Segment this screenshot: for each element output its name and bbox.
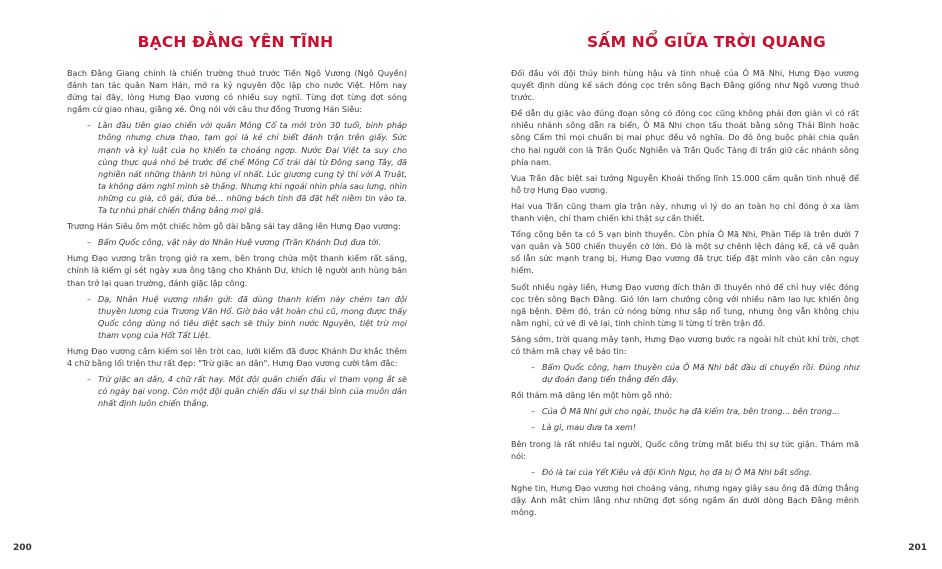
paragraph: Để dẫn dụ giặc vào đúng đoạn sông có đóng cọc cũng không phải đơn giản vì có rất nhiều nhánh sông dẫn ra biển, Ô Mã Nhi chọn tẩu thoát bằng sông Thái Bình hoặc sông Cấm thì mọi chuẩn bị mai phục đều vô nghĩa. Do đó ông buộc phải chia quân cho hai người con là Trần Quốc Nghiễn và Trần Quốc Tảng đi trấn giữ các nhánh sông phía nam. <box>511 109 859 167</box>
dialogue-text: Bẩm Quốc công, vật này do Nhân Huệ vương (Trần Khánh Dư) đưa tới. <box>98 238 382 248</box>
page-number: 201 <box>908 543 927 553</box>
paragraph: Bạch Đằng Giang chính là chiến trường thuở trước Tiền Ngô Vương (Ngô Quyền) đánh tan tác quân Nam Hán, mở ra kỷ nguyên độc lập cho nước Việt. Hôm nay đứng tại đây, lòng Hưng Đạo vương có nhiều suy nghĩ. Từng đợt từng đợt sóng ngầm cứ giao nhau, giằng xé. Ông nói với câu thư đồng Trương Hán Siêu: <box>67 69 407 115</box>
page-number: 200 <box>13 543 32 553</box>
paragraph: Sáng sớm, trời quang mây tạnh, Hưng Đạo vương bước ra ngoài hít chút khí trời, chợt có thám mã chạy về báo tin: <box>511 334 859 356</box>
chapter-title: SẤM NỔ GIỮA TRỜI QUANG <box>587 33 826 51</box>
dash-marker: – <box>531 467 536 477</box>
paragraph: Tổng cộng bên ta có 5 vạn binh thuyền. Còn phía Ô Mã Nhi, Phàn Tiếp là trên dưới 7 vạn quân và 500 chiến thuyền cỡ lớn. Đó là một sự chênh lệch đáng kể, cả về quân số lẫn sức mạnh trang bị, Hưng Đạo vương đã trực tiếp đặt mình vào cán cân nguy hiểm. <box>511 230 859 276</box>
paragraph: Suốt nhiều ngày liền, Hưng Đạo vương đích thân đi thuyền nhỏ để chỉ huy việc đóng cọc trên sông Bạch Đằng. Gió lớn lam chướng cộng với nhiều năm lao lực khiến ông ngã bệnh. Đêm đó, trán cứ nóng bừng như sắp nổ tung, nhưng ông vẫn không chịu nằm nghỉ, cứ vẽ đi vẽ lại, tinh chỉnh từng li từng tí trên trận đồ. <box>511 282 859 328</box>
dash-marker: – <box>87 238 92 248</box>
dash-marker: – <box>87 294 92 304</box>
dialogue-text: Bẩm Quốc công, hạm thuyền của Ô Mã Nhi bắt đầu di chuyển rồi. Đúng như dự đoán đang tiến thẳng đến đây. <box>542 363 859 385</box>
dialogue-line <box>511 362 859 386</box>
dialogue-line <box>67 374 407 410</box>
dialogue-line <box>67 294 407 342</box>
dialogue-text: Của Ô Mã Nhi gửi cho ngài, thuộc hạ đã kiểm tra, bên trong... bên trong... <box>542 407 840 417</box>
dash-marker: – <box>87 121 92 131</box>
paragraph: Bên trong là rất nhiều tai người, Quốc công trừng mắt biểu thị sự tức giận. Thám mã nói: <box>511 439 859 461</box>
dash-marker: – <box>531 423 536 433</box>
chapter-body <box>67 68 407 414</box>
dialogue-line <box>67 120 407 217</box>
dialogue-line <box>511 406 859 418</box>
dialogue-text: Đó là tai của Yết Kiêu và đội Kình Ngư, họ đã bị Ô Mã Nhi bắt sống. <box>542 467 812 477</box>
paragraph: Hưng Đạo vương trân trọng giở ra xem, bên trong chứa một thanh kiếm rất sáng, chính là kiếm gỉ sét ngày xưa ông tặng cho Khánh Dư, khích lệ người anh hùng bán than trở lại quan trường, đánh giặc lập công. <box>67 254 407 288</box>
paragraph: Đối đầu với đội thủy binh hùng hậu và tinh nhuệ của Ô Mã Nhi, Hưng Đạo vương quyết định dùng kế sách đóng cọc trên sông Bạch Đằng giống như Ngô vương thuở trước. <box>511 69 859 103</box>
paragraph: Hưng Đạo vương cầm kiếm soi lên trời cao, lưỡi kiếm đã được Khánh Dư khắc thêm 4 chữ bằng lối triện thư rất đẹp: "Trừ giặc an dân". Hưng Đạo vương cười tâm đắc: <box>67 346 407 369</box>
chapter-title: BẠCH ĐẰNG YÊN TĨNH <box>137 33 334 51</box>
paragraph: Rồi thám mã dâng lên một hòm gỗ nhỏ: <box>511 391 673 401</box>
paragraph: Nghe tin, Hưng Đạo vương hơi choáng váng, nhưng ngay giây sau ông đã đứng thẳng dậy. Ánh mắt chìm lắng như những đợt sóng ngầm ẩn dưới dòng Bạch Đằng mênh mông. <box>511 483 859 517</box>
dialogue-text: Dạ, Nhân Huệ vương nhắn gửi: đã dùng thanh kiếm này chém tan đội thuyền lương của Trương Văn Hổ. Giờ bảo vật hoàn chủ cũ, mong được thấy Quốc công dùng nó tiêu diệt sạch sẽ thủy binh nước Nguyên, tiệt trừ mọi tham vọng của Hốt Tất Liệt. <box>98 294 407 340</box>
dialogue-text: Trừ giặc an dân, 4 chữ rất hay. Một đội quân chiến đấu vì tham vọng ắt sẽ có ngày bại vong. Còn một đội quân chiến đấu vì sự thái bình của muôn dân nhất định luôn chiến thắng. <box>98 375 407 409</box>
dialogue-line <box>511 422 859 434</box>
dialogue-line <box>67 237 407 249</box>
chapter-body <box>511 68 859 523</box>
dash-marker: – <box>87 375 92 385</box>
paragraph: Trương Hán Siêu ôm một chiếc hòm gỗ dài bằng sải tay dâng lên Hưng Đạo vương: <box>67 222 401 232</box>
paragraph: Vua Trần đặc biệt sai tướng Nguyễn Khoái thống lĩnh 15.000 cấm quân tinh nhuệ để hỗ trợ Hưng Đạo vương. <box>511 173 859 195</box>
right-page <box>471 0 942 569</box>
dialogue-line <box>511 467 859 479</box>
dash-marker: – <box>531 407 536 417</box>
dialogue-text: Là gì, mau đưa ta xem! <box>542 423 636 433</box>
dialogue-text: Lần đầu tiên giao chiến với quân Mông Cổ ta mới tròn 30 tuổi, binh pháp thông nhưng chưa thạo, tạm gọi là kẻ chỉ biết đánh trận trên giấy. Sức mạnh và kỷ luật của họ khiến ta choáng ngợp. Nước Đại Việt ta suy cho cùng thực quá nhỏ bé trước đế chế Mông Cổ trải dài từ Đông sang Tây, đã nghiền nát những thành trì hùng vĩ nhất. Lúc giương cung tỷ thí với A Truật, ta không dám nghĩ mình sẽ thắng. Nhưng khi ngoái nhìn phía sau lưng, nhìn những cụ già, cô gái, đứa bé... những bách tính đã đặt hết niềm tin vào ta. Ta tự nhủ phải chiến thắng bằng mọi giá. <box>98 121 407 216</box>
paragraph: Hai vua Trần cũng tham gia trận này, nhưng vì lý do an toàn họ chỉ đóng ở xa làm thanh viện, chỉ tham chiến khi thật sự cần thiết. <box>511 201 859 224</box>
dash-marker: – <box>531 363 536 373</box>
